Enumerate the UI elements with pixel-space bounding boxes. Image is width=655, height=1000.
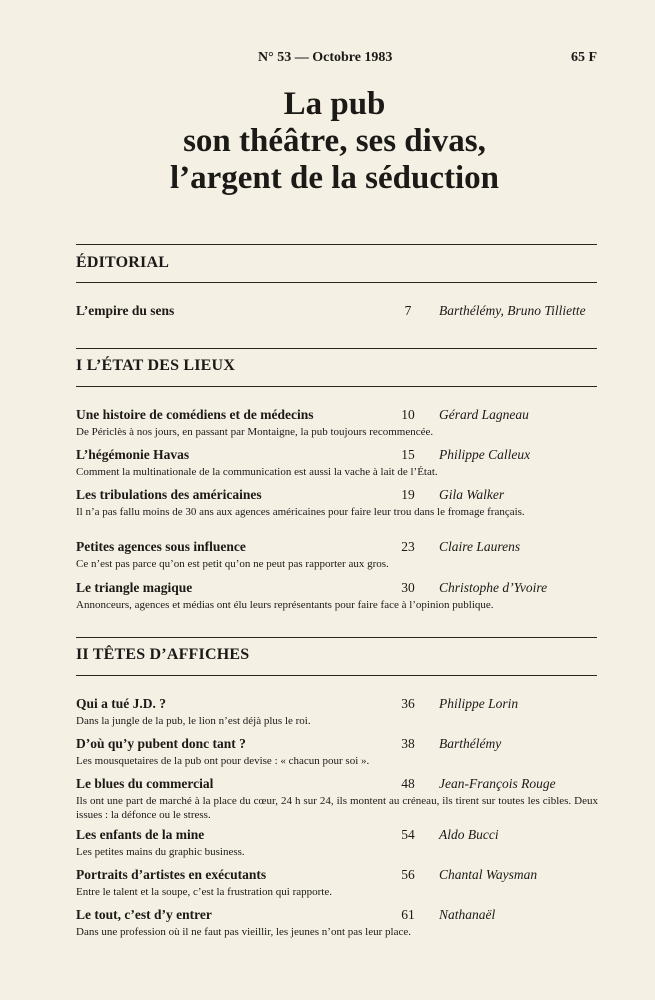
entry-description: Les petites mains du graphic business. xyxy=(76,846,245,858)
divider xyxy=(76,348,597,349)
entry-author: Gérard Lagneau xyxy=(439,407,529,422)
issue-number: N° 53 — Octobre 1983 xyxy=(258,50,393,65)
entry-description: Il n’a pas fallu moins de 30 ans aux agences américaines pour faire leur trou dans le fromage français. xyxy=(76,506,525,518)
entry-title: L’hégémonie Havas xyxy=(76,447,190,462)
section-heading-tetes-d-affiches: II TÊTES D’AFFICHES xyxy=(76,646,250,663)
entry-description: Ce n’est pas parce qu’on est petit qu’on ne peut pas rapporter aux gros. xyxy=(76,558,389,570)
section-heading-etat-des-lieux: I L’ÉTAT DES LIEUX xyxy=(76,357,236,374)
entry-title: Une histoire de comédiens et de médecins xyxy=(76,407,314,422)
entry-title: L’empire du sens xyxy=(76,303,175,318)
entry-title: Portraits d’artistes en exécutants xyxy=(76,867,267,882)
title-line-2: son théâtre, ses divas, xyxy=(183,123,486,159)
entry-author: Nathanaël xyxy=(439,907,496,922)
entry-title: Le blues du commercial xyxy=(76,776,214,791)
divider xyxy=(76,675,597,676)
entry-author: Barthélémy, Bruno Tilliette xyxy=(439,303,586,318)
entry-description: Ils ont une part de marché à la place du cœur, 24 h sur 24, ils montent au créneau, ils tirent sur toutes les cibles. Deux issues : la défonce ou le stress. xyxy=(76,795,598,821)
divider xyxy=(76,282,597,283)
divider xyxy=(76,386,597,387)
entry-author: Philippe Lorin xyxy=(439,696,519,711)
entry-title: Le tout, c’est d’y entrer xyxy=(76,907,212,922)
entry-page-number: 61 xyxy=(401,907,415,922)
entry-title: Qui a tué J.D. ? xyxy=(76,696,167,711)
entry-page-number: 10 xyxy=(401,407,415,422)
entry-author: Claire Laurens xyxy=(439,539,521,554)
title-line-3: l’argent de la séduction xyxy=(169,160,500,196)
entry-description: Dans la jungle de la pub, le lion n’est déjà plus le roi. xyxy=(76,715,311,727)
entry-description: Annonceurs, agences et médias ont élu leurs représentants pour faire face à l’opinion publique. xyxy=(76,599,494,611)
title-line-1: La pub xyxy=(283,86,386,122)
entry-author: Aldo Bucci xyxy=(439,827,499,842)
entry-description: De Périclès à nos jours, en passant par Montaigne, la pub toujours recommencée. xyxy=(76,426,434,438)
entry-title: Petites agences sous influence xyxy=(76,539,246,554)
entry-page-number: 48 xyxy=(401,776,415,791)
entry-description: Les mousquetaires de la pub ont pour devise : « chacun pour soi ». xyxy=(76,755,370,767)
entry-page-number: 30 xyxy=(401,580,415,595)
entry-title: D’où qu’y pubent donc tant ? xyxy=(76,736,246,751)
entry-description: Comment la multinationale de la communication est aussi la vache à lait de l’État. xyxy=(76,466,438,478)
entry-description: Entre le talent et la soupe, c’est la frustration qui rapporte. xyxy=(76,886,332,898)
entry-author: Christophe d’Yvoire xyxy=(439,580,548,595)
entry-page-number: 23 xyxy=(401,539,415,554)
entry-author: Barthélémy xyxy=(439,736,502,751)
entry-description: Dans une profession où il ne faut pas vieillir, les jeunes n’ont pas leur place. xyxy=(76,926,411,938)
entry-author: Jean-François Rouge xyxy=(439,776,556,791)
entry-page-number: 15 xyxy=(401,447,415,462)
divider xyxy=(76,637,597,638)
page-title xyxy=(0,86,655,197)
entry-page-number: 19 xyxy=(401,487,415,502)
entry-author: Chantal Waysman xyxy=(439,867,538,882)
entry-page-number: 36 xyxy=(401,696,415,711)
entry-page-number: 38 xyxy=(401,736,415,751)
divider xyxy=(76,244,597,245)
entry-page-number: 54 xyxy=(401,827,415,842)
price: 65 F xyxy=(570,50,597,65)
entry-author: Gila Walker xyxy=(439,487,505,502)
entry-author: Philippe Calleux xyxy=(439,447,531,462)
entry-title: Les tribulations des américaines xyxy=(76,487,262,502)
entry-title: Les enfants de la mine xyxy=(76,827,205,842)
entry-page-number: 56 xyxy=(401,867,415,882)
section-heading-editorial: ÉDITORIAL xyxy=(76,254,170,271)
entry-page-number: 7 xyxy=(404,303,412,318)
entry-title: Le triangle magique xyxy=(76,580,193,595)
